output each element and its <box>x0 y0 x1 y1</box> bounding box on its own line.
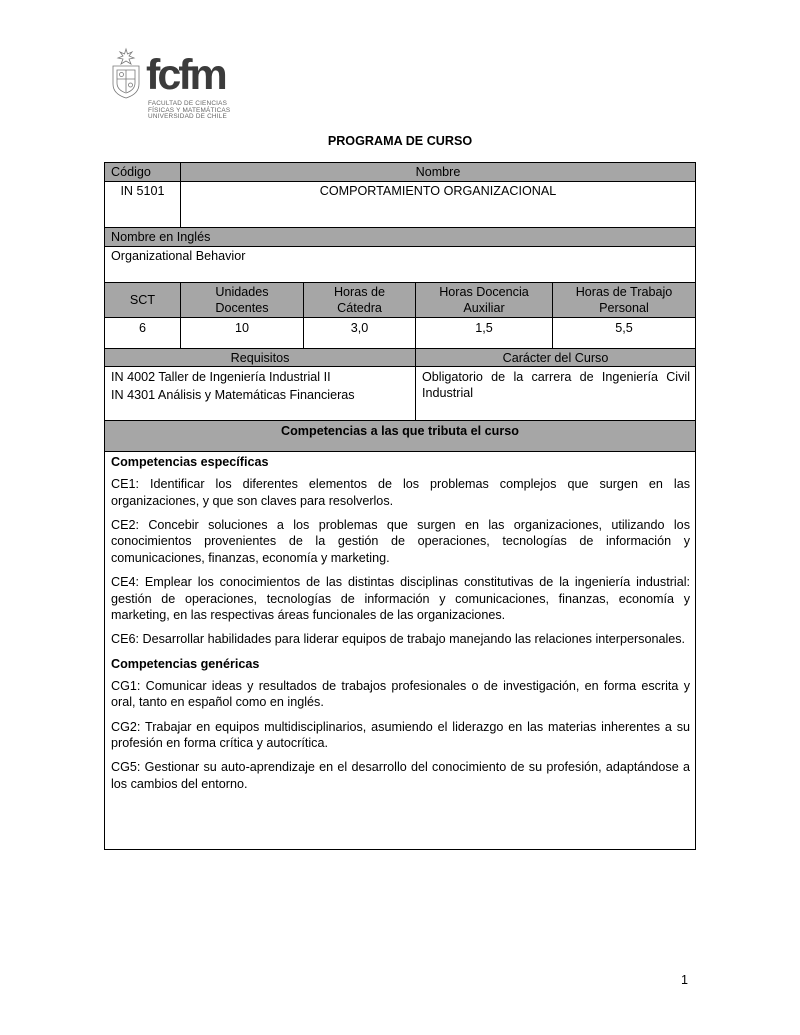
page-number: 1 <box>681 973 689 987</box>
hours-value-catedra: 3,0 <box>350 321 369 335</box>
competency-cg5: CG5: Gestionar su auto-aprendizaje en el desarrollo del conocimiento de su profesión, adaptándose a los cambios del entorno. <box>111 760 690 791</box>
hours-header-catedra: Horas de Cátedra <box>333 285 386 316</box>
competency-cg2: CG2: Trabajar en equipos multidisciplinarios, asumiendo el liderazgo en las materias inherentes a su profesión en forma crítica y autocrítica. <box>111 719 690 751</box>
competency-ce4: CE4: Emplear los conocimientos de las distintas disciplinas constitutivas de la ingeniería industrial: gestión de operaciones, tecnologías de información y comunicaciones, finanzas, economía y marketing, en las respectivas áreas funcionales de las organizaciones. <box>111 575 690 622</box>
course-program-table <box>104 162 696 850</box>
hours-header-units: Unidades Docentes <box>215 285 269 316</box>
code-label: Código <box>111 165 151 179</box>
fcfm-logo <box>108 46 233 126</box>
competency-ce6: CE6: Desarrollar habilidades para liderar equipos de trabajo manejando las relaciones interpersonales. <box>111 632 686 647</box>
specific-competencies-title: Competencias específicas <box>111 455 269 469</box>
hours-header-sct: SCT <box>129 293 156 307</box>
requirement-item: IN 4002 Taller de Ingeniería Industrial II <box>111 370 331 384</box>
logo-subtitle: FACULTAD DE CIENCIAS FÍSICAS Y MATEMÁTICAS UNIVERSIDAD DE CHILE <box>148 100 231 121</box>
requirement-item: IN 4301 Análisis y Matemáticas Financieras <box>111 388 355 402</box>
requirements-label: Requisitos <box>230 351 290 365</box>
hours-value-sct: 6 <box>138 321 146 335</box>
competency-ce2: CE2: Concebir soluciones a los problemas que surgen en las organizaciones, utilizando los conocimientos provenientes de la gestión de operaciones, tecnologías de información y comunicaciones, finanzas, economía y marketing. <box>111 518 690 565</box>
english-name-label: Nombre en Inglés <box>111 230 211 244</box>
character-value: Obligatorio de la carrera de Ingeniería Civil Industrial <box>422 370 690 401</box>
page-title: PROGRAMA DE CURSO <box>327 134 473 148</box>
competency-ce1: CE1: Identificar los diferentes elementos de los problemas complejos que surgen en las organizaciones, y que son claves para resolverlos. <box>111 477 690 508</box>
hours-header-auxiliar: Horas Docencia Auxiliar <box>439 285 529 316</box>
character-label: Carácter del Curso <box>502 351 609 365</box>
generic-competencies-title: Competencias genéricas <box>111 656 260 671</box>
hours-value-personal: 5,5 <box>615 321 633 335</box>
course-name: COMPORTAMIENTO ORGANIZACIONAL <box>319 184 557 198</box>
competencies-body <box>111 454 690 800</box>
english-name: Organizational Behavior <box>111 249 246 263</box>
hours-value-auxiliar: 1,5 <box>475 321 493 335</box>
competencies-title: Competencias a las que tributa el curso <box>281 424 519 438</box>
university-crest-icon <box>108 46 144 100</box>
logo-wordmark: fcfm <box>146 51 225 99</box>
hours-header-personal: Horas de Trabajo Personal <box>575 285 673 316</box>
hours-value-units: 10 <box>234 321 249 335</box>
name-label: Nombre <box>415 165 461 179</box>
competency-cg1: CG1: Comunicar ideas y resultados de trabajos profesionales o de investigación, en forma escrita y oral, tanto en español como en inglés. <box>111 678 690 710</box>
course-code: IN 5101 <box>120 184 165 198</box>
